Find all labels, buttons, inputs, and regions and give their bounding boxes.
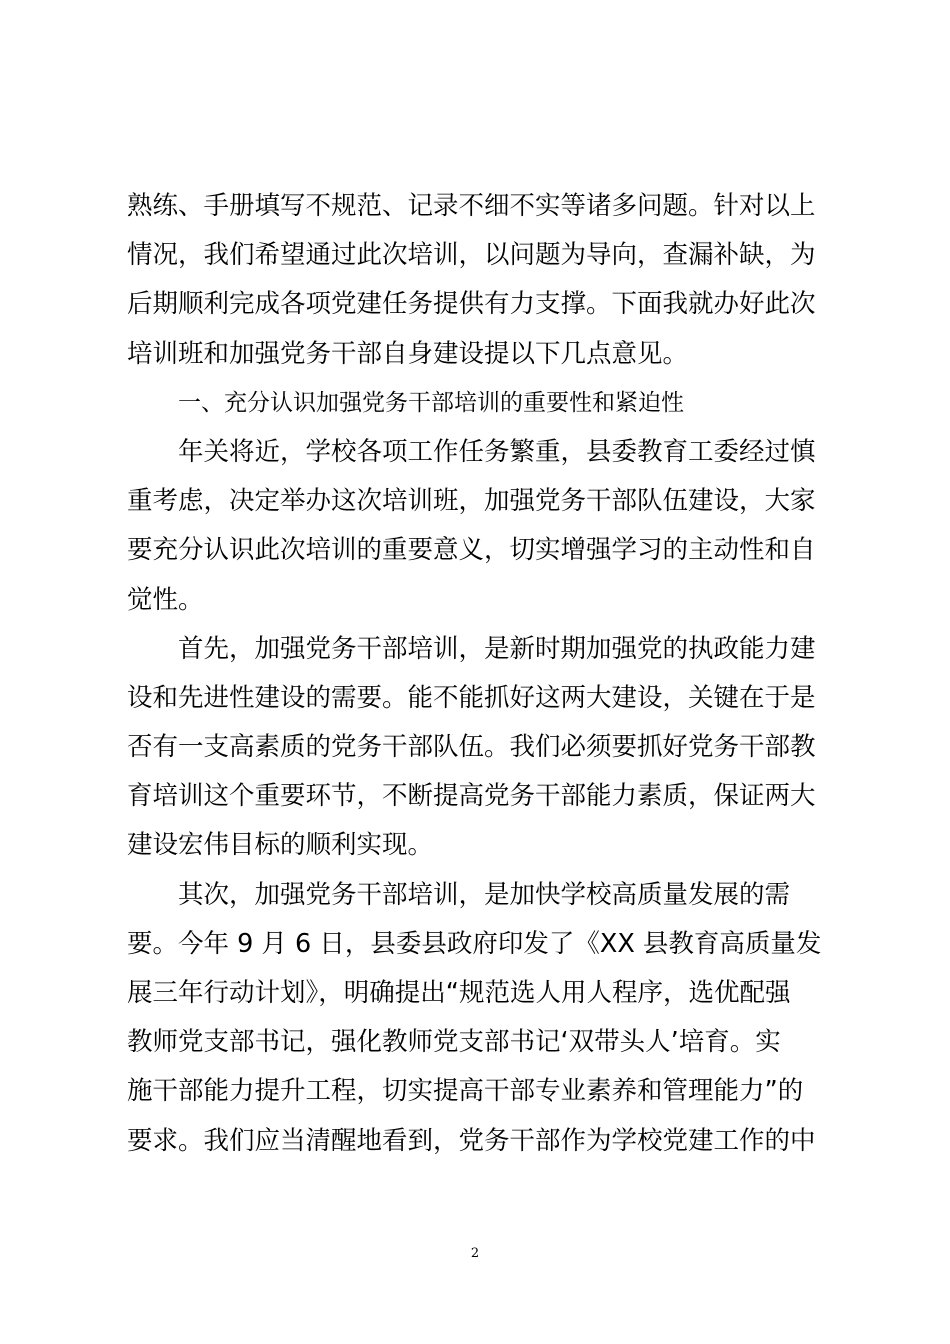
text-line: 培训班和加强党务干部自身建设提以下几点意见。 [127,338,689,369]
text-line: 其次，加强党务干部培训，是加快学校高质量发展的需 [178,879,791,910]
text-line: 熟练、手册填写不规范、记录不细不实等诸多问题。针对以上 [127,191,816,221]
text-line: 否有一支高素质的党务干部队伍。我们必须要抓好党务干部教 [127,732,816,763]
text-line: 设和先进性建设的需要。能不能抓好这两大建设，关键在于是 [127,682,816,713]
text-line: 觉性。 [127,584,204,615]
text-line: 育培训这个重要环节，不断提高党务干部能力素质，保证两大 [127,781,816,812]
text-line: 要。今年 9 月 6 日，县委县政府印发了《XX 县教育高质量发 [127,928,822,959]
text-line: 建设宏伟目标的顺利实现。 [127,830,434,861]
text-line: 施干部能力提升工程，切实提高干部专业素养和管理能力”的 [127,1076,804,1107]
body-text [127,182,839,1166]
text-line: 重考虑，决定举办这次培训班，加强党务干部队伍建设，大家 [127,486,816,517]
section-heading: 一、充分认识加强党务干部培训的重要性和紧迫性 [178,389,684,416]
text-line: 展三年行动计划》，明确提出“规范选人用人程序，选优配强 [127,978,791,1008]
text-line: 后期顺利完成各项党建任务提供有力支撑。下面我就办好此次 [127,289,816,320]
page-number: 2 [470,1246,480,1261]
text-line: 要求。我们应当清醒地看到，党务干部作为学校党建工作的中 [127,1125,816,1156]
text-line: 要充分认识此次培训的重要意义，切实增强学习的主动性和自 [127,535,816,566]
text-line: 教师党支部书记，强化教师党支部书记‘双带头人’培育。实 [127,1027,781,1058]
text-line: 年关将近，学校各项工作任务繁重，县委教育工委经过慎 [178,436,816,467]
text-line: 情况，我们希望通过此次培训，以问题为导向，查漏补缺，为 [127,240,816,271]
text-line: 首先，加强党务干部培训，是新时期加强党的执政能力建 [178,633,816,664]
